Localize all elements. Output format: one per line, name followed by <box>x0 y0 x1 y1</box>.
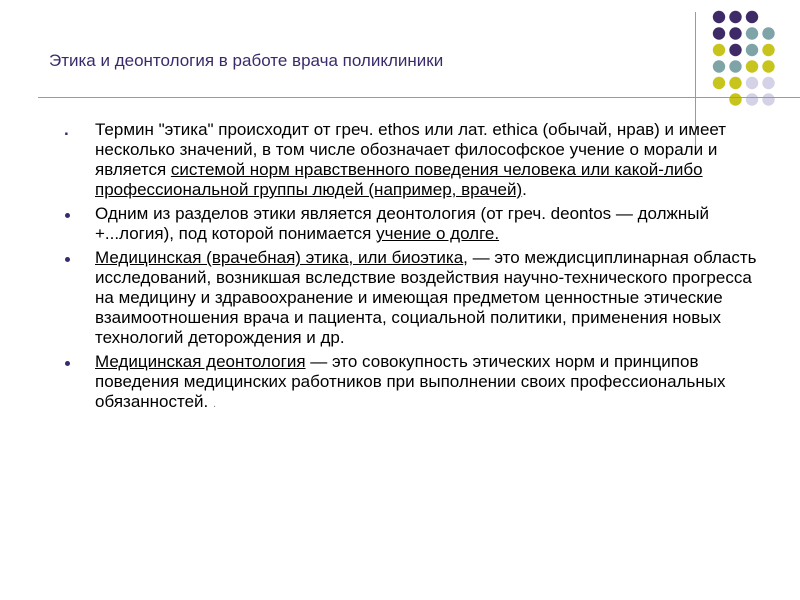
bullet-item-deontology <box>64 204 774 244</box>
bullet-marker <box>65 257 70 262</box>
trailing-period: . <box>213 398 217 410</box>
underlined-term-bioethics: Медицинская (врачебная) этика, или биоэтика <box>95 248 464 267</box>
underlined-term-doctrine-of-duty: учение о долге. <box>376 224 500 243</box>
text-run: — это совокупность этических норм и принципов поведения медицинских работников при выполнении своих профессиональных обязанностей. <box>95 352 726 411</box>
decorative-dot <box>762 77 774 89</box>
decorative-dot <box>762 60 774 72</box>
bullet-marker <box>65 361 70 366</box>
decorative-dot <box>762 27 774 39</box>
bullet-item-ethics-term <box>64 120 774 200</box>
text-run: . <box>522 180 527 199</box>
bullet-item-bioethics <box>64 248 774 348</box>
decorative-dot <box>713 44 725 56</box>
decorative-dot <box>746 93 758 105</box>
decorative-dot <box>713 77 725 89</box>
decorative-dot <box>729 11 741 23</box>
bullet-marker <box>65 213 70 218</box>
slide-title: Этика и деонтология в работе врача поликлиники <box>49 51 444 70</box>
decorative-dot <box>713 27 725 39</box>
bullet-text <box>95 248 757 347</box>
decorative-dot <box>762 93 774 105</box>
decorative-dot <box>746 11 758 23</box>
decorative-dot <box>729 77 741 89</box>
decorative-dot <box>729 27 741 39</box>
bullet-text <box>95 204 709 243</box>
decorative-dot <box>713 11 725 23</box>
decorative-dot <box>713 60 725 72</box>
bullet-marker: . <box>64 120 69 139</box>
underlined-term-medical-deontology: Медицинская деонтология <box>95 352 306 371</box>
bullet-text <box>95 352 726 411</box>
decorative-dot <box>746 44 758 56</box>
decorative-dot <box>746 27 758 39</box>
decorative-dot <box>746 77 758 89</box>
text-run: , — это междисциплинарная область исследований, возникшая вследствие воздействия научно-технического прогресса на медицину и здравоохранение и имеющая предметом ценностные этические взаимоотношения врача и пациента, социальной политики, применения новых технологий деторождения и др. <box>95 248 757 347</box>
decorative-dot <box>762 44 774 56</box>
text-run: Термин "этика" происходит от греч. ethos или лат. ethica (обычай, нрав) и имеет несколько значений, в том числе обозначает философское учение о морали и является <box>95 120 727 179</box>
decorative-dot <box>729 60 741 72</box>
decorative-dot <box>729 44 741 56</box>
decorative-dot <box>746 60 758 72</box>
decorative-dot <box>729 93 741 105</box>
text-run: Одним из разделов этики является деонтология (от греч. deontos — должный +...логия), под которой понимается <box>95 204 709 243</box>
bullet-item-medical-deontology <box>64 352 774 414</box>
decorative-horizontal-line <box>38 97 800 98</box>
slide-body <box>64 120 774 418</box>
underlined-term-system-of-norms: системой норм нравственного поведения человека или какой-либо профессиональной группы людей (например, врачей) <box>95 160 703 199</box>
bullet-text <box>95 120 726 199</box>
